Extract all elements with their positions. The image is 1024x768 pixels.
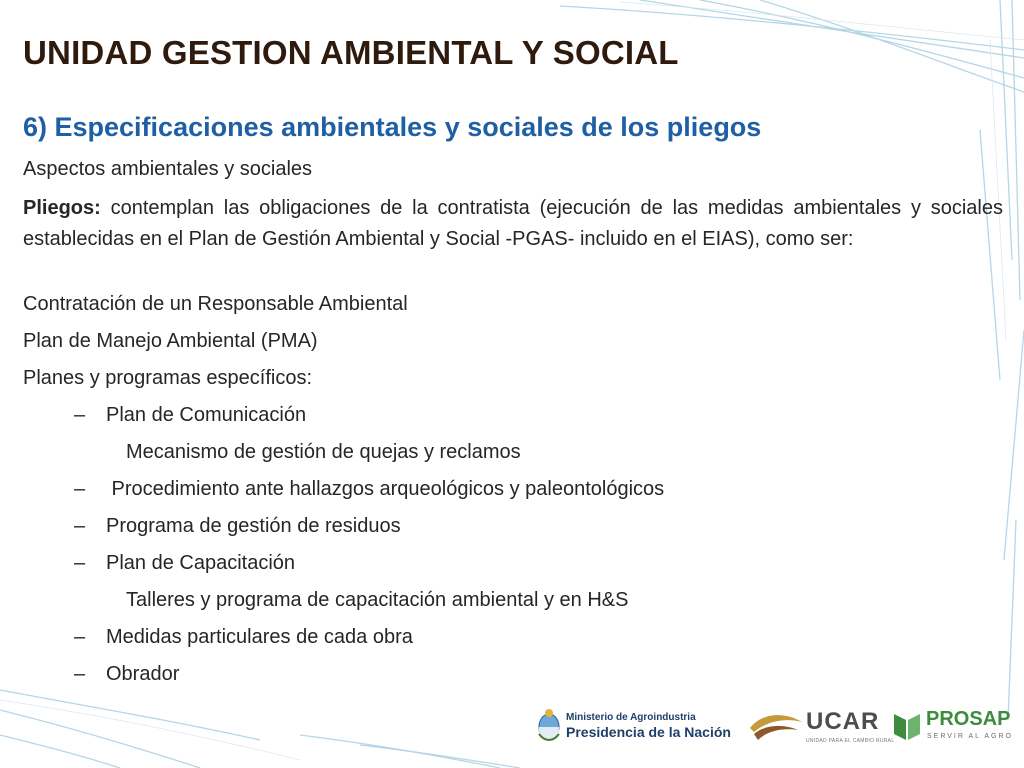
dash-bullet: –	[74, 478, 86, 500]
prosap-logo-icon	[892, 710, 922, 742]
sub-list-item: Medidas particulares de cada obra	[106, 626, 413, 648]
sub-list-item: Programa de gestión de residuos	[106, 515, 401, 537]
sub-list-item: Plan de Capacitación	[106, 552, 296, 574]
sub-list-item: Plan de Comunicación	[106, 404, 307, 426]
pliegos-label: Pliegos:	[23, 197, 101, 219]
ucar-label: UCAR	[806, 708, 880, 735]
footer-logos	[0, 700, 1024, 760]
aspects-line: Aspectos ambientales y sociales	[23, 158, 313, 180]
list-item: Planes y programas específicos:	[23, 367, 313, 389]
prosap-tagline: SERVIR AL AGRO	[927, 733, 1013, 740]
sub-sub-item: Mecanismo de gestión de quejas y reclamos	[126, 441, 521, 463]
slide-subtitle: 6) Especificaciones ambientales y sociales de los pliegos	[23, 112, 762, 142]
coat-of-arms-icon	[535, 708, 563, 744]
ucar-logo-icon	[748, 710, 804, 742]
pliegos-text: contemplan las obligaciones de la contratista (ejecución de las medidas ambientales y sociales establecidas en el Plan de Gestión Ambiental y Social -PGAS- incluido en el EIAS), como ser:	[23, 197, 1003, 250]
pliegos-paragraph	[23, 193, 1003, 255]
sub-sub-item: Talleres y programa de capacitación ambiental y en H&S	[126, 589, 629, 611]
dash-bullet: –	[74, 626, 86, 648]
ministerio-label: Ministerio de Agroindustria	[566, 712, 696, 723]
dash-bullet: –	[74, 552, 86, 574]
sub-list-item: Obrador	[106, 663, 180, 685]
list-item: Plan de Manejo Ambiental (PMA)	[23, 330, 318, 352]
ucar-tagline: UNIDAD PARA EL CAMBIO RURAL	[806, 738, 895, 744]
dash-bullet: –	[74, 404, 86, 426]
dash-bullet: –	[74, 663, 86, 685]
presidencia-label: Presidencia de la Nación	[566, 724, 731, 740]
slide-title: UNIDAD GESTION AMBIENTAL Y SOCIAL	[23, 34, 679, 71]
dash-bullet: –	[74, 515, 86, 537]
sub-list-item: Procedimiento ante hallazgos arqueológicos y paleontológicos	[106, 478, 665, 500]
prosap-label: PROSAP	[926, 708, 1011, 730]
list-item: Contratación de un Responsable Ambiental	[23, 293, 408, 315]
